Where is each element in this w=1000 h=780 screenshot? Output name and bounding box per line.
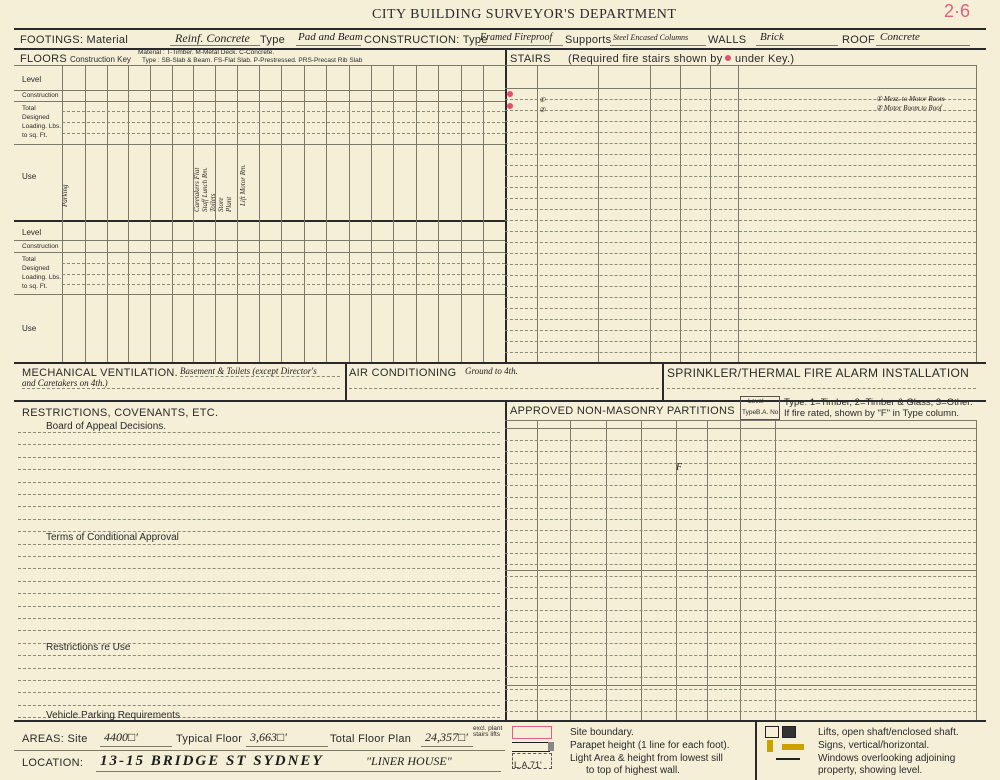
restriction-rule [18,494,500,495]
use-basement: Parking [61,184,69,207]
floor-use-label: Use [22,172,37,181]
stair-note-mark-2: ② [876,104,883,112]
floor-column-divider [259,65,260,362]
stairs-row-divider [505,330,976,331]
use-level6-b: Staff Lunch Rm. [201,167,209,212]
floor-row-divider [62,263,505,264]
partitions-label: APPROVED NON-MASONRY PARTITIONS [510,405,735,417]
sign-vertical-symbol [767,740,773,752]
restriction-rule [18,506,500,507]
partition-row-divider [505,485,976,486]
partition-row-divider [505,497,976,498]
restriction-rule [18,606,500,607]
legend-signs: Signs, vertical/horizontal. [818,740,930,751]
site-area: 4400□' [104,730,138,744]
restrictions-use-label: Restrictions re Use [46,642,131,653]
site-boundary-symbol [512,726,552,739]
construction-type: Framed Fireproof [480,32,553,43]
parapet-symbol [512,742,550,752]
partitions-level-label: Level [748,398,764,405]
stairs-row-divider [505,143,976,144]
stair-note-b2: Motor Room to Roof [884,104,942,112]
partition-row-divider [505,440,976,441]
legend-light-1: Light Area & height from lowest sill [570,753,723,764]
floor-row-divider [62,274,505,275]
partition-row-divider [505,474,976,475]
lift-enclosed-symbol [782,726,796,738]
floor-column-divider [237,65,238,362]
restriction-rule [18,444,500,445]
footings-label: FOOTINGS: Material [20,34,129,46]
restriction-rule [18,469,500,470]
floor-column-divider [438,65,439,362]
conditional-approval-label: Terms of Conditional Approval [46,532,179,543]
stairs-row-divider [505,242,976,243]
appeal-label: Board of Appeal Decisions. [46,421,167,432]
partition-row-divider [505,542,976,543]
legend-parapet: Parapet height (1 line for each foot). [570,740,730,751]
material-key: Material : T-Timber. M-Metal Deck. C-Concrete. [138,49,275,56]
required-fire-stair-marker [725,55,731,61]
partition-row-divider [505,564,976,565]
partition-row-divider [505,519,976,520]
restriction-rule [18,630,500,631]
floor-row-divider [62,111,505,112]
partition-row-divider [505,643,976,644]
sprinkler-label: SPRINKLER/THERMAL FIRE ALARM INSTALLATION [667,366,970,380]
partition-row-divider [505,576,976,577]
footings-type: Pad and Beam [298,31,363,43]
stairs-row-divider [505,275,976,276]
light-area-code: L.A.71' [514,760,542,770]
stairs-row-divider [505,297,976,298]
stairs-row-divider [505,352,976,353]
lift-symbol [765,726,779,738]
restriction-rule [18,568,500,569]
stairs-row-divider [505,264,976,265]
window-symbol [776,758,800,764]
restriction-rule [18,432,500,433]
restriction-rule [18,692,500,693]
partition-row-divider [505,598,976,599]
use-level6-d: Store [217,197,225,212]
legend-windows-2: property, showing level. [818,765,923,776]
areas-label: AREAS: Site [22,733,88,745]
typical-floor-label: Typical Floor [176,733,243,745]
restriction-rule [18,544,500,545]
parapet-post-symbol [548,742,554,751]
vehicle-parking-label: Vehicle Parking Requirements [46,710,180,721]
partition-row-divider [505,463,976,464]
floor-row-divider [62,284,505,285]
stairs-row-divider [505,253,976,254]
partition-column-divider [976,420,977,720]
location-label: LOCATION: [22,757,84,769]
partition-rule [505,570,976,571]
restriction-rule [18,457,500,458]
partitions-type-note: Type: 1=Timber, 2=Timber & Glass, 3=Other. [784,397,973,408]
stairs-row-divider [505,231,976,232]
stairs-note-2: under Key.) [735,53,795,65]
floor-column-divider [215,65,216,362]
stairs-row-divider [505,121,976,122]
partition-row-divider [505,677,976,678]
legend-windows-1: Windows overlooking adjoining [818,753,956,764]
floor-construction-label-2: Construction [22,243,59,250]
floor-loading-label-2: Total Designed Loading. Lbs. to sq. Ft. [22,256,62,290]
legend-light-2: to top of highest wall. [586,765,680,776]
partitions-type-label: Type [742,409,757,416]
fire-stair-marker-a [507,91,513,97]
stairs-row-divider [505,187,976,188]
restriction-rule [18,593,500,594]
sign-horizontal-symbol [782,744,804,750]
floors-label: FLOORS [20,53,68,65]
partition-row-divider [505,587,976,588]
supports-label: Supports [565,34,612,46]
floor-column-divider [281,65,282,362]
partition-row-divider [505,610,976,611]
stairs-row-divider [505,154,976,155]
construction-label: CONSTRUCTION: Type [364,34,488,46]
partition-row-divider [505,632,976,633]
floor-column-divider [416,65,417,362]
partition-row-divider [505,689,976,690]
floor-column-divider [461,65,462,362]
page-title: CITY BUILDING SURVEYOR'S DEPARTMENT [372,7,677,22]
stairs-row-divider [505,319,976,320]
stairs-row-divider [505,198,976,199]
roof-label: ROOF [842,34,875,46]
stair-b-mark-1: ① [539,96,546,104]
floor-column-divider [172,65,173,362]
footings-material: Reinf. Concrete [175,31,250,45]
floor-column-divider [107,65,108,362]
floor-column-divider [62,65,63,362]
use-level6-c: Toilets [209,193,217,212]
partitions-rated-note: If fire rated, shown by "F" in Type column. [784,408,960,419]
typical-floor-area: 3,663□' [250,730,287,744]
stairs-row-divider [505,209,976,210]
stairs-row-divider [505,165,976,166]
stairs-column-divider [976,65,977,362]
location-address: 13-15 BRIDGE ST SYDNEY [100,753,324,769]
restrictions-label: RESTRICTIONS, COVENANTS, ETC. [22,407,219,419]
restriction-rule [18,581,500,582]
stairs-row-divider [505,308,976,309]
building-name: "LINER HOUSE" [366,754,452,768]
partition-fire-rated-mark: F [676,462,683,473]
floor-row-divider [62,133,505,134]
floor-row-divider [62,122,505,123]
restriction-rule [18,655,500,656]
stairs-row-divider [505,132,976,133]
walls-label: WALLS [708,34,747,46]
floor-level-label-2: Level [22,228,42,237]
partition-row-divider [505,711,976,712]
partition-row-divider [505,451,976,452]
restriction-rule [18,482,500,483]
type-key: Type : SB-Slab & Beam. FS-Flat Slab. P-Prestressed. PRS-Precast Rib Slab [142,57,363,64]
floor-column-divider [193,65,194,362]
restriction-rule [18,705,500,706]
use-level6-f: Lift Motor Rm. [239,164,247,206]
floor-column-divider [150,65,151,362]
partition-row-divider [505,700,976,701]
stair-note-mark-1: ① [876,95,883,103]
footings-type-label: Type [260,34,286,46]
stair-note-b1: Mezz. to Motor Room [884,95,945,103]
floor-column-divider [85,65,86,362]
floor-column-divider [349,65,350,362]
floor-column-divider [371,65,372,362]
partition-row-divider [505,530,976,531]
total-floor-area: 24,357□' [425,730,468,744]
aircon-label: AIR CONDITIONING [349,367,457,379]
partition-row-divider [505,508,976,509]
floor-loading-label: Total Designed Loading. Lbs. to sq. Ft. [22,105,62,139]
stairs-row-divider [505,286,976,287]
aircon-value: Ground to 4th. [465,366,518,376]
walls-value: Brick [760,31,784,43]
floor-level-label: Level [22,75,42,84]
mech-vent-value-2: and Caretakers on 4th.) [22,378,108,388]
partition-row-divider [505,621,976,622]
mech-vent-label: MECHANICAL VENTILATION. [22,367,179,379]
floor-use-label-2: Use [22,324,37,333]
floor-column-divider [304,65,305,362]
legend-site: Site boundary. [570,727,634,738]
restriction-rule [18,668,500,669]
floor-construction-label: Construction [22,92,59,99]
use-level6-a: Caretakers Flat [193,167,201,212]
restriction-rule [18,680,500,681]
construction-key-label: Construction Key [70,55,131,64]
floor-column-divider [326,65,327,362]
partition-row-divider [505,553,976,554]
page-number: 2·6 [944,1,971,21]
total-floor-label: Total Floor Plan [330,733,412,745]
use-level6-e: Plant [225,196,233,212]
floor-column-divider [128,65,129,362]
stairs-row-divider [505,341,976,342]
stairs-note: (Required fire stairs shown by [568,53,723,65]
restriction-rule [18,519,500,520]
partition-row-divider [505,666,976,667]
fire-stair-marker-b [507,103,513,109]
stairs-row-divider [505,176,976,177]
restriction-rule [18,556,500,557]
partitions-ba-label: B.A. No [756,409,779,416]
stair-b-mark-2: ② [539,106,546,114]
partition-row-divider [505,655,976,656]
supports-value: Steel Encased Columns [613,33,689,42]
floor-column-divider [483,65,484,362]
legend-lifts: Lifts, open shaft/enclosed shaft. [818,727,959,738]
stairs-label: STAIRS [510,53,551,65]
roof-value: Concrete [880,31,920,43]
partition-rule [505,685,976,686]
mech-vent-value-1: Basement & Toilets (except Director's [180,366,317,376]
floor-column-divider [393,65,394,362]
area-exclusion-note: excl. plant stairs lifts [473,725,503,738]
restriction-rule [18,618,500,619]
stairs-row-divider [505,220,976,221]
